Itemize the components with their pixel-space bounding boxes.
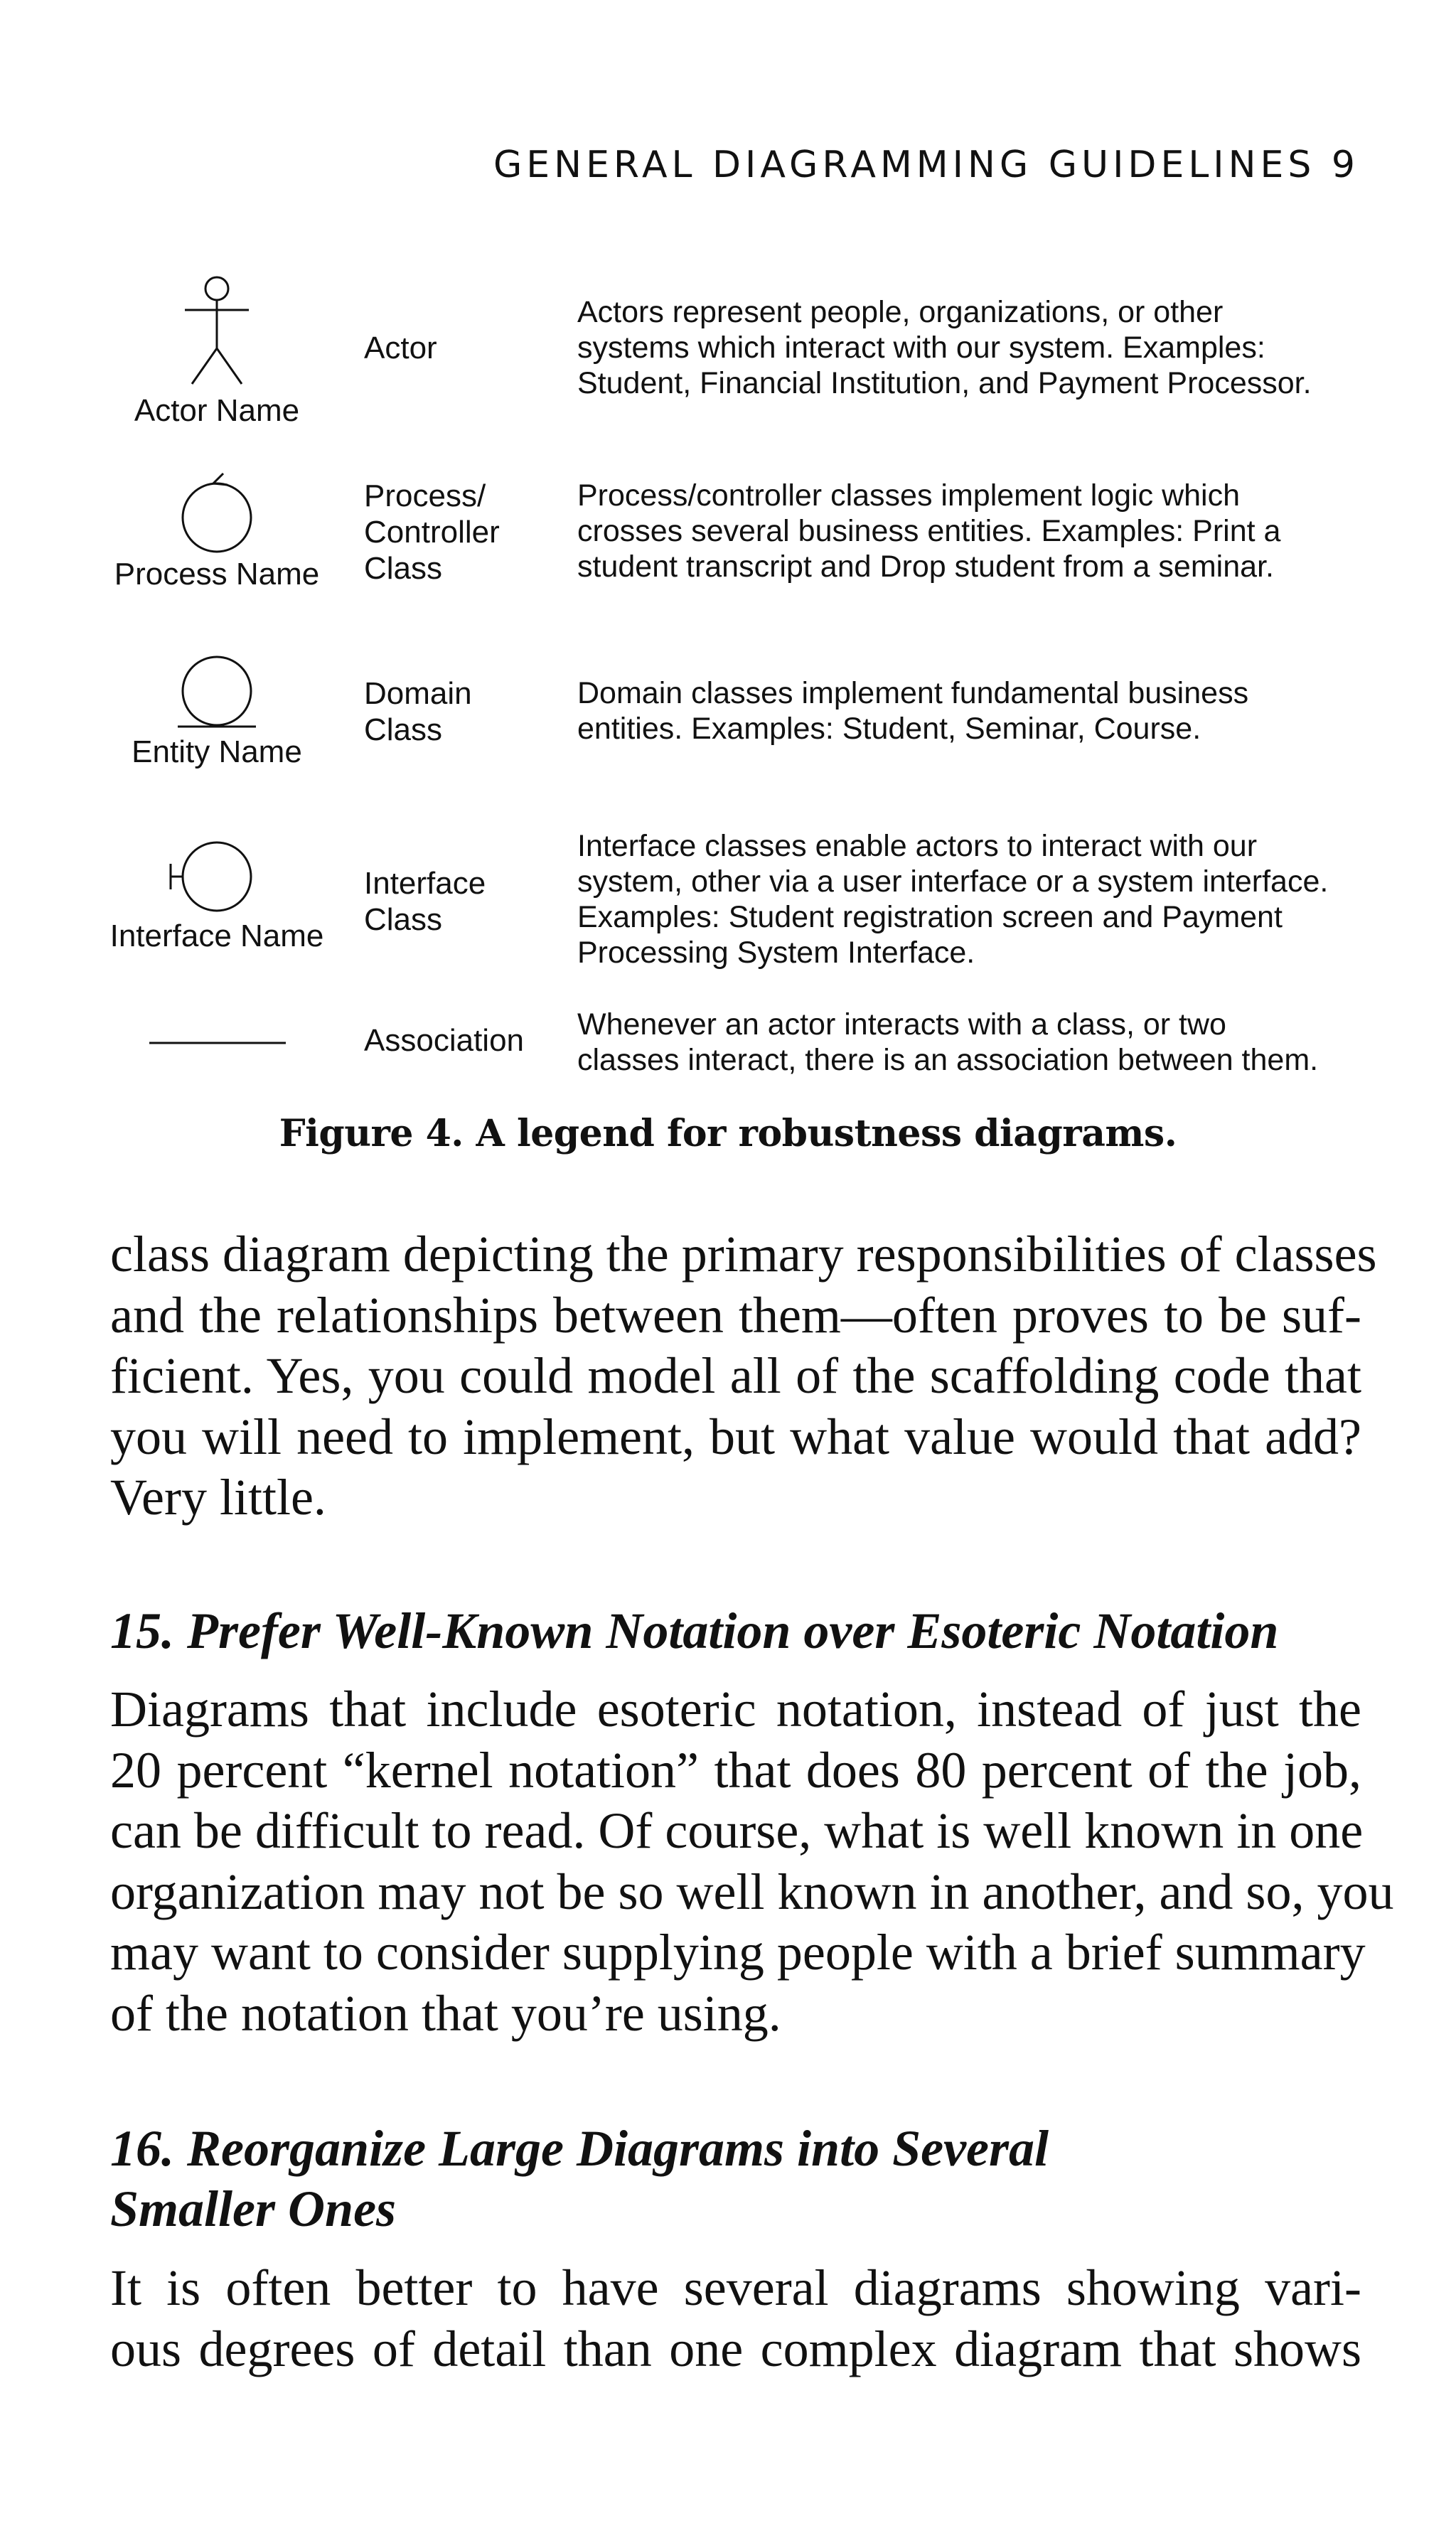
description-line: system, other via a user interface or a system interface. [577, 864, 1329, 899]
description-line: student transcript and Drop student from a seminar. [577, 550, 1274, 584]
element-name-association: Association [364, 1023, 525, 1058]
symbol-label-actor: Actor Name [134, 393, 300, 428]
section-15-paragraph [110, 1679, 1394, 2044]
description-line: Actors represent people, organizations, or other [577, 295, 1224, 329]
description-line: crosses several business entities. Examples: Print a [577, 514, 1281, 548]
paragraph-line: class diagram depicting the primary responsibilities of classes [110, 1226, 1377, 1283]
description-line: Interface classes enable actors to interact with our [577, 829, 1258, 863]
description-line: systems which interact with our system. Examples: [577, 331, 1265, 365]
description-line: Process/controller classes implement logic which [577, 478, 1241, 513]
continuation-paragraph [110, 1224, 1377, 1529]
symbol-label-entity: Entity Name [132, 734, 302, 769]
paragraph-line: you will need to implement, but what value would that add? [110, 1408, 1361, 1465]
element-description-entity [577, 675, 1366, 746]
paragraph-line: ous degrees of detail than one complex diagram that shows [110, 2320, 1361, 2377]
association-line-icon [107, 1010, 327, 1066]
element-name-actor: Actor [364, 331, 437, 365]
element-description-actor [577, 294, 1366, 401]
description-line: Examples: Student registration screen and Payment [577, 900, 1283, 934]
element-description-association [577, 1007, 1366, 1078]
robustness-legend [0, 0, 1456, 1209]
heading-line: 15. Prefer Well-Known Notation over Esoteric Notation [110, 1602, 1279, 1659]
element-name-interface: Interface Class [364, 866, 486, 937]
paragraph-line: 20 percent “kernel notation” that does 80 percent of the job, [110, 1741, 1361, 1799]
section-15-heading [110, 1601, 1361, 1661]
legend-symbol-association [107, 1010, 327, 1066]
legend-symbol-actor [107, 270, 327, 455]
element-name-process: Process/ Controller Class [364, 478, 500, 586]
paragraph-line: Diagrams that include esoteric notation, instead of just the [110, 1681, 1361, 1738]
interface-circle-bar-icon [107, 828, 327, 921]
heading-line: 16. Reorganize Large Diagrams into Several [110, 2120, 1049, 2177]
section-16-heading [110, 2119, 1361, 2239]
description-line: entities. Examples: Student, Seminar, Course. [577, 712, 1201, 746]
paragraph-line: organization may not be so well known in another, and so, you [110, 1863, 1394, 1920]
running-head: GENERAL DIAGRAMMING GUIDELINES 9 [493, 144, 1359, 186]
section-16-paragraph [110, 2258, 1361, 2380]
paragraph-line: Very little. [110, 1469, 326, 1526]
entity-circle-underline-icon [107, 647, 327, 739]
legend-symbol-entity [107, 647, 327, 832]
paragraph-line: and the relationships between them—often proves to be suf- [110, 1286, 1361, 1344]
paragraph-line: may want to consider supplying people with a brief summary [110, 1924, 1366, 1981]
element-description-interface [577, 828, 1366, 970]
legend-symbol-process [107, 469, 327, 654]
heading-line: Smaller Ones [110, 2180, 397, 2237]
description-line: Whenever an actor interacts with a class, or two [577, 1007, 1226, 1042]
paragraph-line: can be difficult to read. Of course, what is well known in one [110, 1802, 1364, 1859]
description-line: Student, Financial Institution, and Payment Processor. [577, 366, 1312, 400]
paragraph-line: of the notation that you’re using. [110, 1984, 781, 2042]
paragraph-line: It is often better to have several diagrams showing vari- [110, 2259, 1361, 2316]
element-name-entity: Domain Class [364, 676, 472, 747]
actor-stick-figure-icon [107, 270, 327, 398]
symbol-label-process: Process Name [114, 557, 320, 592]
symbol-label-interface: Interface Name [109, 919, 324, 953]
figure-caption: Figure 4. A legend for robustness diagrams. [279, 1112, 1177, 1155]
legend-symbol-interface [107, 828, 327, 1013]
description-line: Processing System Interface. [577, 936, 975, 970]
element-description-process [577, 478, 1366, 584]
process-circle-arrow-icon [107, 469, 327, 562]
description-line: classes interact, there is an association between them. [577, 1043, 1319, 1077]
description-line: Domain classes implement fundamental business [577, 676, 1249, 710]
paragraph-line: ficient. Yes, you could model all of the scaffolding code that [110, 1347, 1361, 1404]
